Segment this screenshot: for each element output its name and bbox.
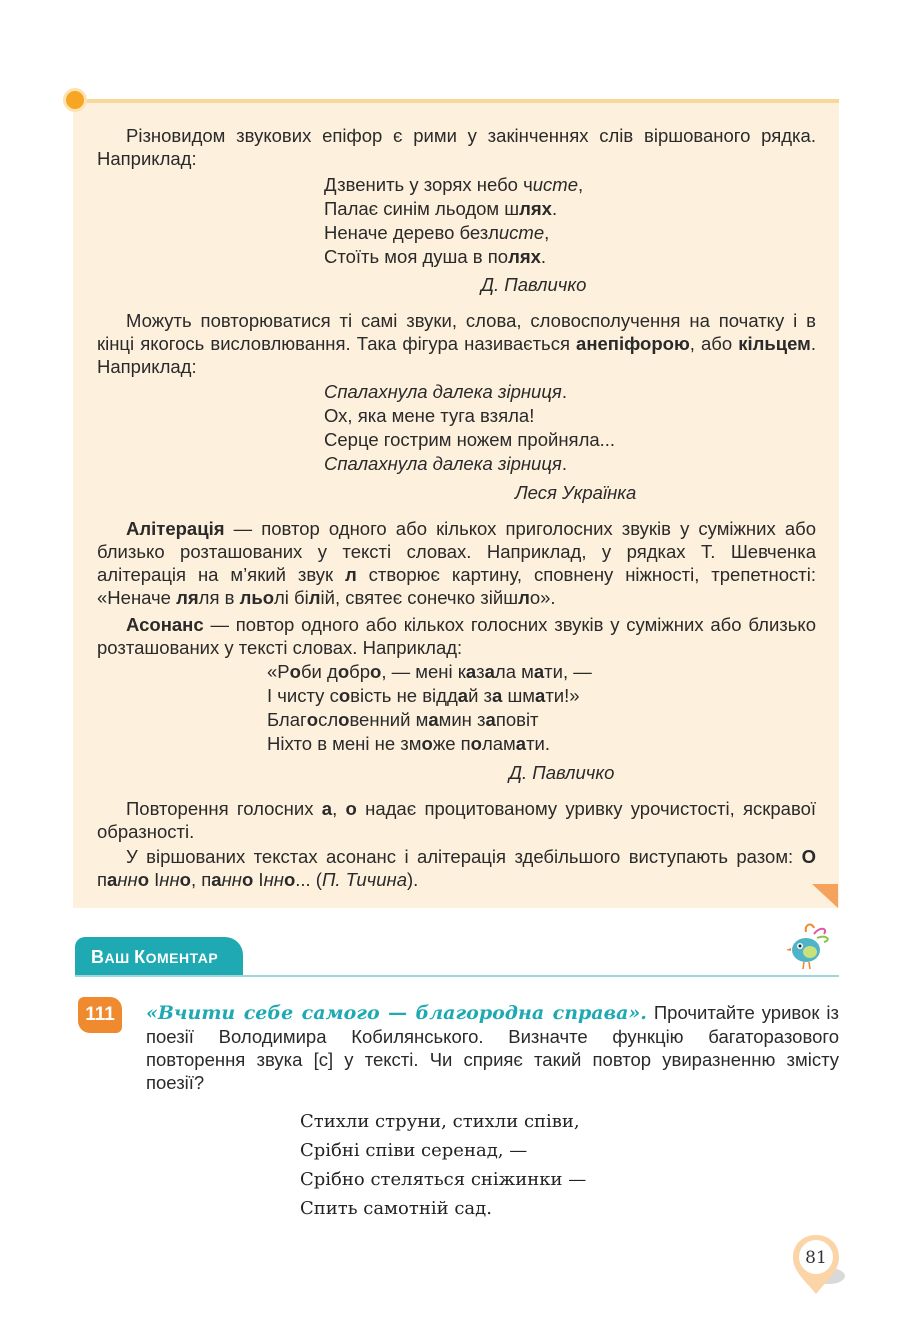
- comment-rule: [75, 975, 839, 977]
- paragraph-rhyme: [97, 124, 816, 170]
- verse-line: Ніхто в мені не зможе поламати.: [267, 733, 551, 754]
- verse-line: Ох, яка мене туга взяла!: [324, 405, 535, 426]
- paragraph-alliteration: Алітерація — повтор одного або кількох приголосних звуків у суміжних або близько розташованих у тексті словах. Наприклад, у рядках Т. Шевченка алітерація на м’який звук л створює картину, сповнену ніжності, трепетності: «Неначе ляля в льолі білій, святеє сонечко зійшло».: [97, 518, 816, 608]
- author-pavlychko-2: Д. Павличко: [509, 762, 615, 783]
- exercise-text: «Вчити себе самого — благородна справа». Прочитайте уривок із поезії Володимира Кобилянського. Визначте функцію багаторазового повторення звука [с] у тексті. Чи сприяє такий повтор увиразненню змісту поезії?: [146, 1002, 839, 1093]
- paragraph-assonance: Асонанс — повтор одного або кількох голосних звуків у суміжних або близько розташованих у тексті словах. Наприклад:: [97, 614, 816, 658]
- poem-line: Срібні співи серенад, —: [300, 1140, 528, 1161]
- paragraph-combined: У віршованих текстах асонанс і алітерація здебільшого виступають разом: О панно Інно, панно Інно... (П. Тичина).: [97, 846, 816, 890]
- poem-line: Стихли струни, стихли співи,: [300, 1111, 580, 1132]
- verse-line: Спалахнула далека зірниця.: [324, 381, 567, 402]
- paragraph-text: Різновидом звукових епіфор є рими у закінченнях слів віршованого рядка. Наприклад:: [97, 125, 816, 169]
- paragraph-anepiphora: Можуть повторюватися ті самі звуки, слова, словосполучення на початку і в кінці якогось висловлювання. Така фігура називається анепіфорою, або кільцем. Наприклад:: [97, 310, 816, 377]
- verse-line: Серце гострим ножем пройняла...: [324, 429, 616, 450]
- page-number: 81: [805, 1248, 827, 1268]
- paragraph-vowels: Повторення голосних а, о надає процитованому уривку урочистості, яскравої образності.: [97, 798, 817, 842]
- verse-ukrainka: [324, 380, 615, 476]
- bird-icon: [784, 920, 834, 972]
- comment-heading: ВАШ КОМЕНТАР: [75, 937, 243, 977]
- verse-pavlychko-2: [267, 660, 592, 756]
- author-ukrainka: Леся Українка: [515, 482, 637, 503]
- bullet-dot-icon: [66, 91, 84, 109]
- poem-line: Спить самотній сад.: [300, 1198, 492, 1219]
- verse-line: Благословенний мамин заповіт: [267, 709, 539, 730]
- verse-line: Спалахнула далека зірниця.: [324, 453, 567, 474]
- exercise-title: «Вчити себе самого — благородна справа».: [146, 1002, 647, 1024]
- verse-line: Палає синім льодом шлях.: [324, 198, 558, 219]
- verse-line: Неначе дерево безлисте,: [324, 222, 550, 243]
- exercise-number-badge: 111: [78, 997, 122, 1033]
- author-pavlychko-1: Д. Павличко: [481, 274, 587, 295]
- verse-pavlychko-1: [324, 173, 583, 269]
- verse-line: Стоїть моя душа в полях.: [324, 246, 547, 267]
- verse-line: Дзвенить у зорях небо чисте,: [324, 174, 584, 195]
- poem-kobylianskyi: [300, 1107, 586, 1223]
- poem-line: Срібно стеляться сніжинки —: [300, 1169, 587, 1190]
- top-rule: [76, 99, 839, 103]
- verse-line: І чисту совість не віддай за шмати!»: [267, 685, 580, 706]
- verse-line: «Роби добро, — мені казала мати, —: [267, 661, 592, 682]
